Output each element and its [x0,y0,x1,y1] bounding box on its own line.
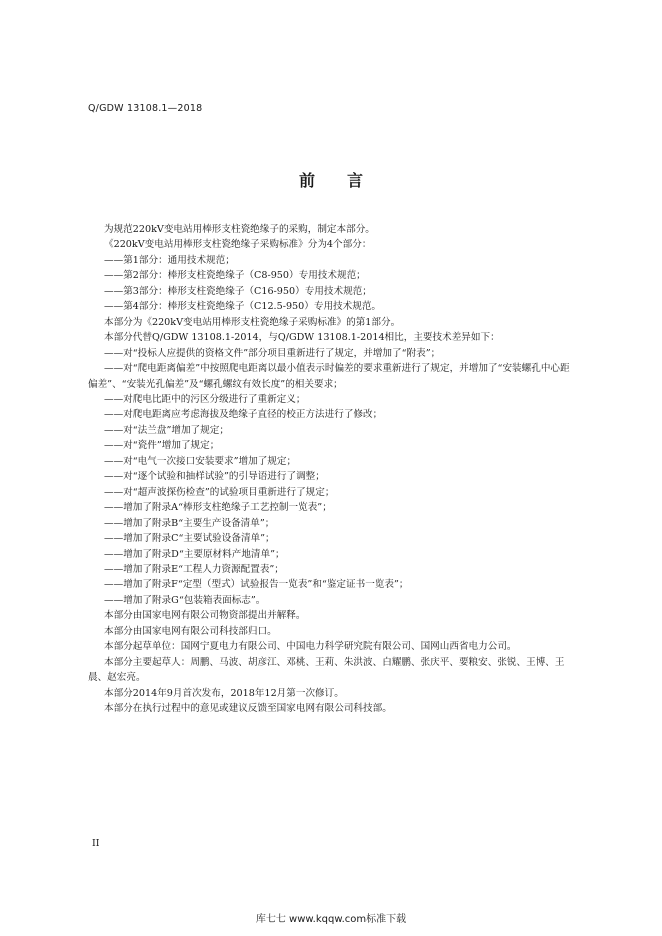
list-item: ——对“超声波探伤检查”的试验项目重新进行了规定； [104,486,335,498]
list-item: ——增加了附录F“定型（型式）试验报告一览表”和“鉴定证书一览表”； [104,579,409,591]
footer-watermark: 库七七 www.kqqw.com标准下载 [255,914,407,925]
paragraph: 本部分2014年9月首次发布，2018年12月第一次修订。 [104,687,344,699]
list-item: ——对爬电距离应考虑海拔及绝缘子直径的校正方法进行了修改； [104,409,383,421]
list-item: ——第3部分：棒形支柱瓷绝缘子（C16-950）专用技术规范； [104,285,372,297]
list-item: ——对“电气一次接口安装要求”增加了规定； [104,455,297,467]
list-item: ——对“逐个试验和抽样试验”的引导语进行了调整； [104,471,325,483]
list-item: ——对“瓷件”增加了规定； [104,440,220,452]
list-item: ——对爬电比距中的污区分级进行了重新定义； [104,393,306,405]
paragraph: 本部分主要起草人：周鹏、马波、胡彦江、邓桃、王莉、朱洪波、白耀鹏、张庆平、要粮安、张锐、王博、王晨、赵宏亮。 [88,656,565,684]
paragraph: 《220kV变电站用棒形支柱瓷绝缘子采购标准》分为4个部分： [104,239,372,251]
list-item: ——第4部分：棒形支柱瓷绝缘子（C12.5-950）专用技术规范。 [104,301,382,313]
list-item: ——增加了附录D“主要原材料产地清单”； [104,548,285,560]
paragraph: 本部分起草单位：国网宁夏电力有限公司、中国电力科学研究院有限公司、国网山西省电力公司。 [104,641,517,653]
list-item: ——对“投标人应提供的资格文件”部分项目重新进行了规定，并增加了“附表”； [104,347,441,359]
paragraph: 本部分为《220kV变电站用棒形支柱瓷绝缘子采购标准》的第1部分。 [104,316,401,328]
preface-body [88,222,578,717]
paragraph: 本部分代替Q/GDW 13108.1-2014，与Q/GDW 13108.1-2014相比，主要技术差异如下： [104,332,500,344]
list-item: ——增加了附录B“主要生产设备清单”； [104,517,275,529]
page-number: II [92,838,100,849]
list-item: ——对“法兰盘”增加了规定； [104,424,229,436]
page-title: 前 言 [298,171,363,190]
list-item: ——对“爬电距离偏差”中按照爬电距离以最小值表示时偏差的要求重新进行了规定，并增加了“安装螺孔中心距偏差”、“安装光孔偏差”及“螺孔螺纹有效长度”的相关要求； [88,363,570,390]
paragraph: 本部分在执行过程中的意见或建议反馈至国家电网有限公司科技部。 [104,703,392,715]
list-item: ——增加了附录E“工程人力资源配置表”； [104,563,284,575]
paragraph: 本部分由国家电网有限公司物资部提出并解释。 [104,610,306,622]
paragraph: 为规范220kV变电站用棒形支柱瓷绝缘子的采购，制定本部分。 [104,224,375,235]
list-item: ——第2部分：棒形支柱瓷绝缘子（C8-950）专用技术规范； [104,270,366,282]
list-item: ——增加了附录G“包装箱表面标志”。 [104,594,266,606]
paragraph: 本部分由国家电网有限公司科技部归口。 [104,625,277,637]
list-item: ——第1部分：通用技术规范； [104,254,235,266]
list-item: ——增加了附录A“棒形支柱绝缘子工艺控制一览表”； [104,502,332,514]
standard-code: Q/GDW 13108.1—2018 [88,103,203,114]
list-item: ——增加了附录C“主要试验设备清单”； [104,533,275,545]
